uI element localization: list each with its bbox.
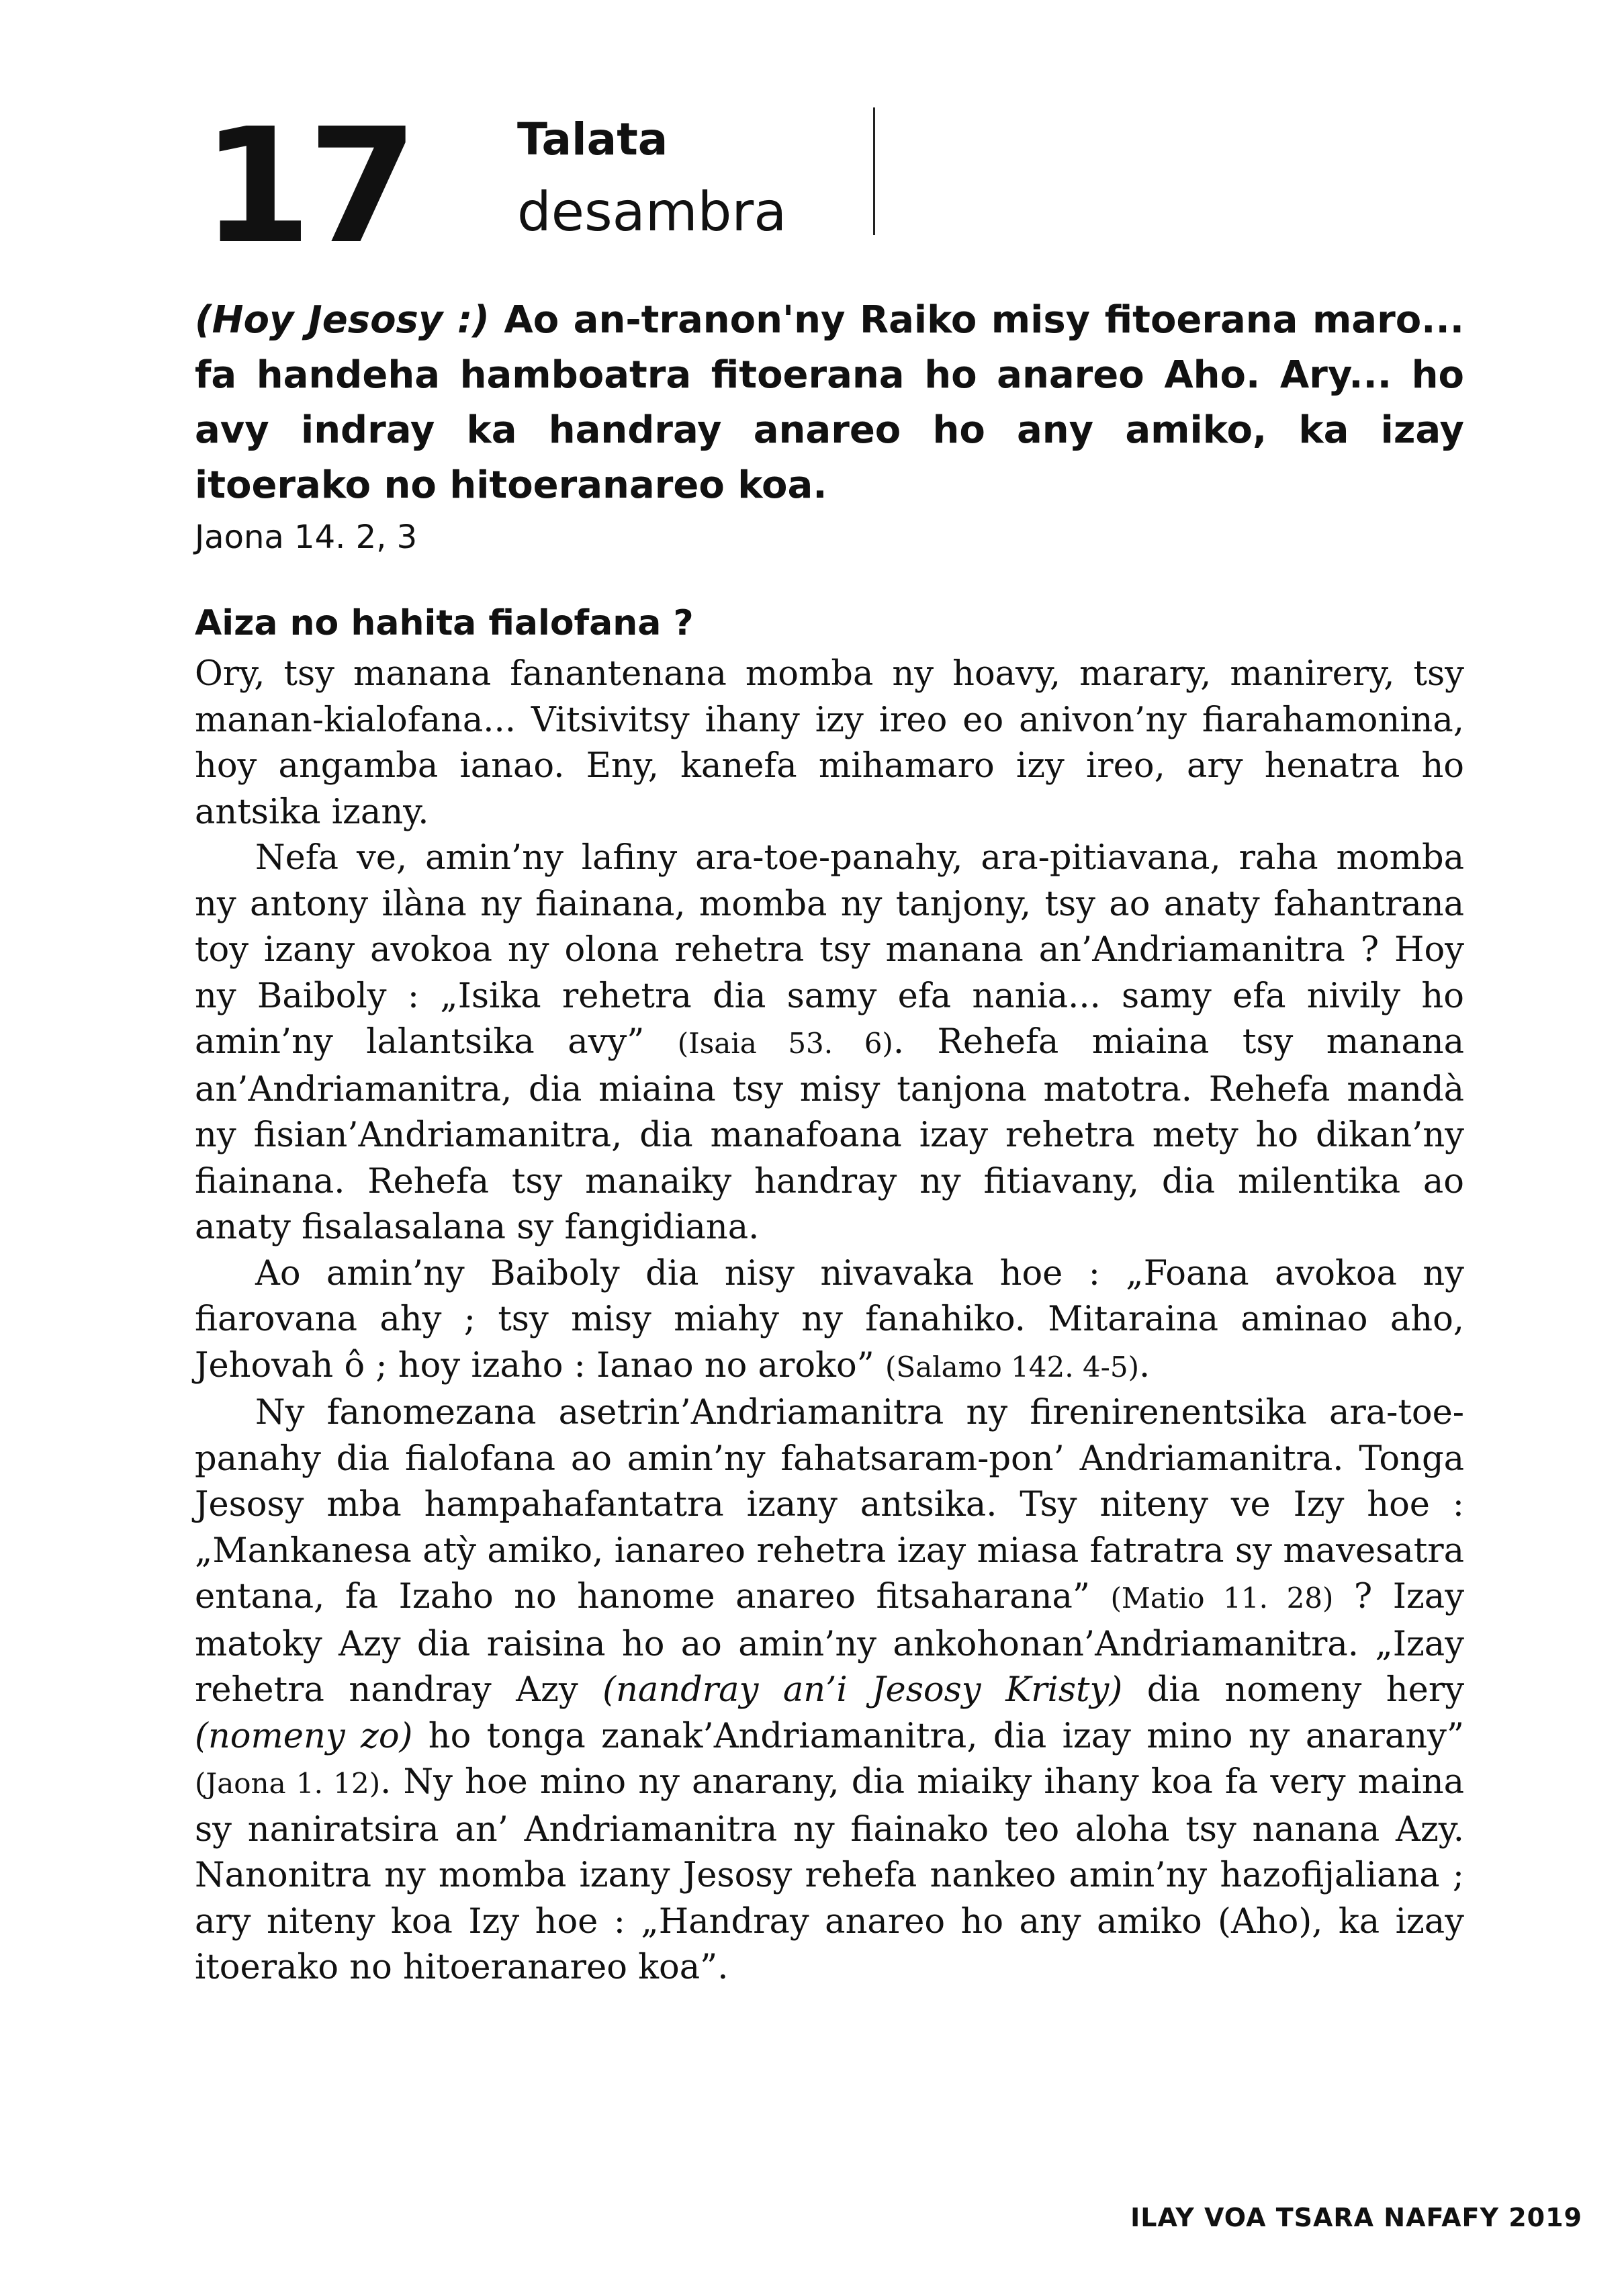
paragraph-4 xyxy=(195,1390,1464,1991)
daily-verse xyxy=(195,293,1464,561)
paragraph-4-text-c: dia nomeny hery xyxy=(1122,1670,1465,1710)
publication-footer: ILAY VOA TSARA NAFAFY 2019 xyxy=(1130,2203,1582,2232)
paragraph-2 xyxy=(195,835,1464,1251)
verse-prefix: (Hoy Jesosy :) xyxy=(195,298,490,342)
paragraph-4-text-b: ? Izay matoky Azy dia raisina ho ao amin’ny ankohonan’Andriamanitra. „Izay rehetra nandray Azy xyxy=(195,1577,1465,1710)
verse-reference: Jaona 14. 2, 3 xyxy=(195,518,418,556)
bible-reference: (Matio 11. 28) xyxy=(1110,1582,1334,1614)
month: desambra xyxy=(517,181,787,243)
paragraph-2-text-a: Nefa ve, amin’ny lafiny ara-toe-panahy, ara-pitiavana, raha momba ny antony ilàna ny fiainana, momba ny tanjony, tsy ao anaty fahantrana toy izany avokoa ny olona rehetra tsy manana an’Andriamanitra ? Hoy ny Baiboly : „Isika rehetra dia samy efa nania... samy efa nivily ho amin’ny lalantsika avy” xyxy=(195,838,1464,1062)
verse-text xyxy=(195,293,1464,513)
weekday: Talata xyxy=(517,113,668,165)
paragraph-4-text-e: . Ny hoe mino ny anarany, dia miaiky ihany koa fa very maina sy naniratsira an’ Andriamanitra ny fiainako teo aloha tsy nanana Azy. Nanonitra ny momba izany Jesosy rehefa nankeo amin’ny hazofijaliana ; ary niteny koa Izy hoe : „Handray anareo ho any amiko (Aho), ka izay itoerako no hitoeranareo koa”. xyxy=(195,1762,1464,1987)
paragraph-3-text-b: . xyxy=(1138,1345,1151,1385)
header-divider xyxy=(873,107,875,235)
devotional-body xyxy=(195,598,1464,1991)
day-number: 17 xyxy=(201,94,414,279)
paragraph-1: Ory, tsy manana fanantenana momba ny hoavy, marary, manirery, tsy manan-kialofana... Vitsivitsy ihany izy ireo eo anivon’ny fiarahamonina, hoy angamba ianao. Eny, kanefa mihamaro izy ireo, ary henatra ho antsika izany. xyxy=(195,654,1464,832)
paragraph-3-text-a: Ao amin’ny Baiboly dia nisy nivavaka hoe : „Foana avokoa ny fiarovana ahy ; tsy misy miahy ny fanahiko. Mitaraina aminao aho, Jehovah ô ; hoy izaho : Ianao no aroko” xyxy=(195,1253,1464,1385)
bible-reference: (Isaia 53. 6) xyxy=(677,1027,893,1060)
paragraph-4-text-a: Ny fanomezana asetrin’Andriamanitra ny firenirenentsika ara-toe-panahy dia fialofana ao amin’ny fahatsaram-pon’ Andriamanitra. Tonga Jesosy mba hampahafantatra izany antsika. Tsy niteny ve Izy hoe : „Mankanesa atỳ amiko, ianareo rehetra izay miasa fatratra sy mavesatra entana, fa Izaho no hanome anareo fitsaharana” xyxy=(195,1393,1464,1617)
bible-reference: (Jaona 1. 12) xyxy=(195,1767,381,1800)
date-header xyxy=(201,94,940,279)
section-title: Aiza no hahita fialofana ? xyxy=(195,603,694,643)
verse-body: Ao an-tranon'ny Raiko misy fitoerana maro... fa handeha hamboatra fitoerana ho anareo Aho. Ary... ho avy indray ka handray anareo ho any amiko, ka izay itoerako no hitoeranareo koa. xyxy=(195,298,1464,507)
paragraph-3 xyxy=(195,1251,1464,1391)
paragraph-4-italic-2: (nomeny zo) xyxy=(195,1716,413,1756)
paragraph-4-text-d: ho tonga zanak’Andriamanitra, dia izay mino ny anarany” xyxy=(412,1716,1464,1756)
paragraph-4-italic-1: (nandray an’i Jesosy Kristy) xyxy=(602,1670,1123,1710)
bible-reference: (Salamo 142. 4-5) xyxy=(885,1350,1139,1383)
paragraph-2-text-b: . Rehefa miaina tsy manana an’Andriamanitra, dia miaina tsy misy tanjona matotra. Rehefa mandà ny fisian’Andriamanitra, dia manafoana izay rehetra mety ho dikan’ny fiainana. Rehefa tsy manaiky handray ny fitiavany, dia milentika ao anaty fisalasalana sy fangidiana. xyxy=(195,1022,1464,1247)
